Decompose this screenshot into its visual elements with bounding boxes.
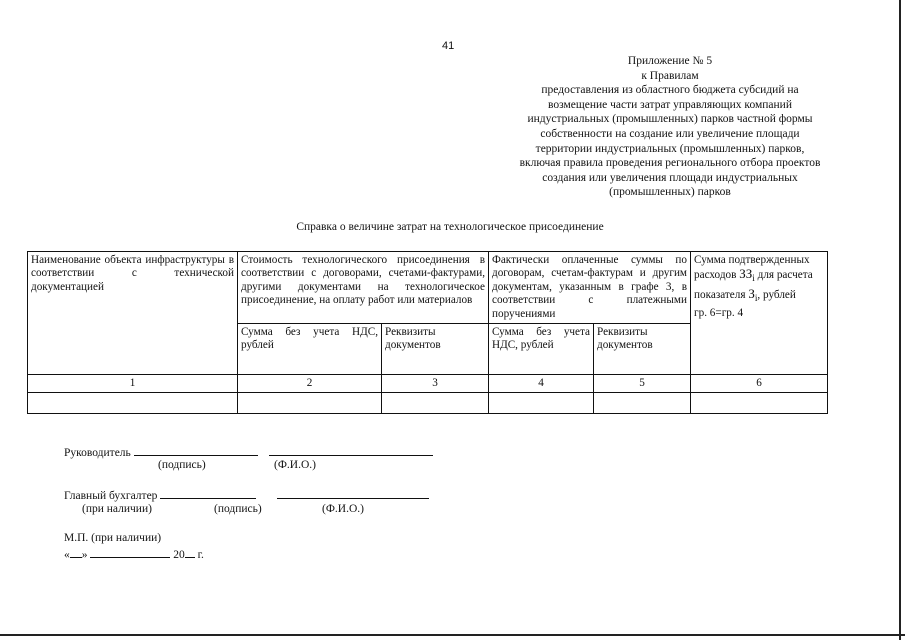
column-number: 3 — [382, 375, 489, 393]
empty-cell[interactable] — [691, 393, 828, 414]
costs-table — [27, 251, 828, 414]
appendix-line: Приложение № 5 — [627, 55, 713, 67]
accountant-label: Главный бухгалтер — [64, 490, 158, 502]
date-year-blank[interactable] — [185, 547, 195, 558]
date-month-blank[interactable] — [90, 547, 170, 558]
accountant-presence-caption: (при наличии) — [82, 503, 152, 515]
head-name-blank[interactable] — [269, 445, 433, 456]
empty-cell[interactable] — [489, 393, 594, 414]
column-number: 4 — [489, 375, 594, 393]
head-name-caption: (Ф.И.О.) — [274, 459, 316, 471]
appendix-line: создания или увеличения площади индустриальных — [542, 171, 798, 184]
subheader-sum-no-vat-paid: Сумма без учета НДС, рублей — [489, 324, 594, 375]
appendix-line: территории индустриальных (промышленных) парков, — [535, 142, 805, 155]
header-object-name: Наименование объекта инфраструктуры в соответствии с технической документацией — [28, 252, 238, 375]
page-number: 41 — [442, 40, 455, 52]
empty-cell[interactable] — [238, 393, 382, 414]
accountant-name-blank[interactable] — [277, 488, 429, 499]
column-number: 2 — [238, 375, 382, 393]
date-open-quote: « — [64, 549, 70, 561]
appendix-line: возмещение части затрат управляющих компаний — [548, 98, 792, 111]
subheader-requisites-cost: Реквизиты документов — [382, 324, 489, 375]
header-connection-cost: Стоимость технологического присоединения в соответствии с договорами, счетами-фактурами, другими документами на технологическое присоединение, на оплату работ или материалов — [238, 252, 489, 324]
head-signature-line — [64, 445, 433, 460]
header-confirmed-expenses — [691, 252, 828, 375]
appendix-line: предоставления из областного бюджета субсидий на — [541, 84, 799, 97]
date-close-quote: » — [81, 549, 88, 561]
header-confirmed-expenses-text-3: , рублей — [757, 289, 796, 302]
column-number: 1 — [28, 375, 238, 393]
empty-cell[interactable] — [28, 393, 238, 414]
empty-cell[interactable] — [594, 393, 691, 414]
document-title: Справка о величине затрат на технологическое присоединение — [296, 221, 604, 233]
symbol-z: З — [748, 286, 755, 302]
accountant-name-caption: (Ф.И.О.) — [322, 503, 364, 515]
header-confirmed-expenses-text-2: для расчета показателя — [694, 269, 813, 302]
symbol-zz-subscript: i — [752, 274, 755, 285]
subheader-sum-no-vat-cost: Сумма без учета НДС, рублей — [238, 324, 382, 375]
symbol-zz: ЗЗ — [739, 266, 753, 282]
date-suffix: г. — [197, 549, 204, 561]
stamp-label: М.П. (при наличии) — [64, 532, 162, 544]
head-signature-blank[interactable] — [134, 445, 258, 456]
appendix-line: к Правилам — [641, 69, 699, 82]
head-label: Руководитель — [64, 447, 131, 459]
page-edge-right — [899, 0, 901, 640]
subheader-requisites-paid: Реквизиты документов — [594, 324, 691, 375]
appendix-line: индустриальных (промышленных) парков частной формы — [527, 113, 813, 126]
column-number: 6 — [691, 375, 828, 393]
accountant-signature-line — [64, 488, 429, 503]
empty-cell[interactable] — [382, 393, 489, 414]
appendix-line: собственности на создание или увеличение площади — [540, 127, 800, 140]
symbol-z-subscript: i — [754, 294, 758, 305]
appendix-line: (промышленных) парков — [609, 186, 731, 199]
appendix-line: включая правила проведения регионального отбора проектов — [519, 157, 821, 170]
column-number: 5 — [594, 375, 691, 393]
accountant-sign-caption: (подпись) — [214, 503, 262, 515]
accountant-signature-blank[interactable] — [160, 488, 256, 499]
date-year-prefix: 20 — [173, 549, 185, 561]
head-sign-caption: (подпись) — [158, 459, 206, 471]
page-edge-bottom — [0, 634, 905, 636]
header-confirmed-expenses-text: Сумма подтвержденных расходов — [694, 254, 810, 282]
header-formula: гр. 6=гр. 4 — [694, 306, 744, 319]
date-day-blank[interactable] — [70, 547, 82, 558]
date-line — [64, 547, 204, 562]
header-actually-paid: Фактически оплаченные суммы по договорам, счетам-фактурам и другим документам, указанным в графе 3, в соответствии с платежными поручениями — [489, 252, 691, 324]
appendix-header — [470, 54, 870, 200]
